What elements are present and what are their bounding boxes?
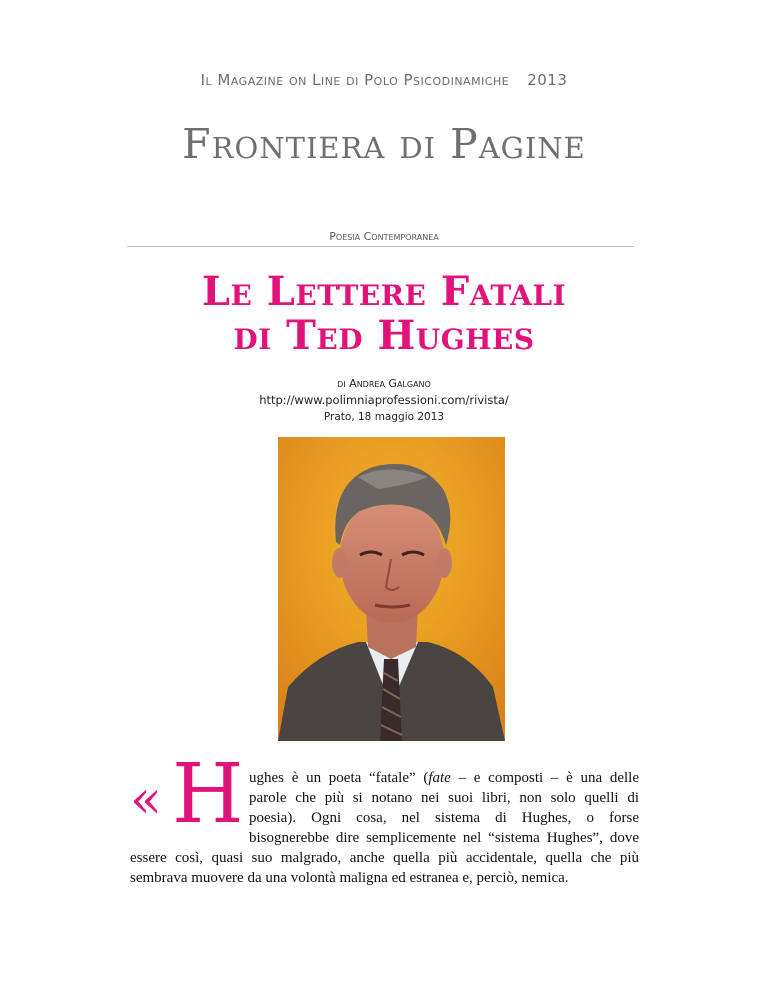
masthead-year: 2013 <box>527 71 568 89</box>
magazine-name: Il Magazine on Line di Polo Psicodinamiche <box>200 71 510 89</box>
section-divider <box>127 246 634 247</box>
source-url: http://www.polimniaprofessioni.com/rivista/ <box>259 393 509 407</box>
body-line-2: parole che più si notano nei suoi libri, non solo quelli di <box>249 790 639 806</box>
drop-cap-letter: H <box>172 747 244 842</box>
drop-cap-quote: « <box>130 770 162 830</box>
body-line-5: essere così, quasi suo malgrado, anche quella più accidentale, quella che più <box>130 850 639 866</box>
drop-cap <box>130 747 246 842</box>
magazine-masthead <box>0 71 768 89</box>
article-title-line-2: di Ted Hughes <box>233 312 535 359</box>
article-title <box>0 270 768 358</box>
author-portrait-photo <box>278 437 505 741</box>
body-line-1: ughes è un poeta “fatale” (fate – e composti – è una delle <box>249 770 639 786</box>
magazine-title: Frontiera di Pagine <box>182 120 586 168</box>
author-name: di Andrea Galgano <box>337 377 431 390</box>
byline <box>0 375 768 426</box>
paragraph-indented-lines <box>249 768 639 848</box>
publication-date: Prato, 18 maggio 2013 <box>323 411 445 423</box>
paragraph-full-lines <box>130 848 639 888</box>
body-line-6: sembrava muovere da una volontà maligna ed estranea e, perciò, nemica. <box>130 870 569 886</box>
section-label: Poesia Contemporanea <box>329 230 439 243</box>
body-line-3: poesia). Ogni cosa, nel sistema di Hughes, o forse <box>249 810 639 826</box>
article-title-line-1: Le Lettere Fatali <box>201 268 567 315</box>
body-line-4: bisognerebbe dire semplicemente nel “sistema Hughes”, dove <box>249 830 639 846</box>
italic-word: fate <box>428 770 451 786</box>
